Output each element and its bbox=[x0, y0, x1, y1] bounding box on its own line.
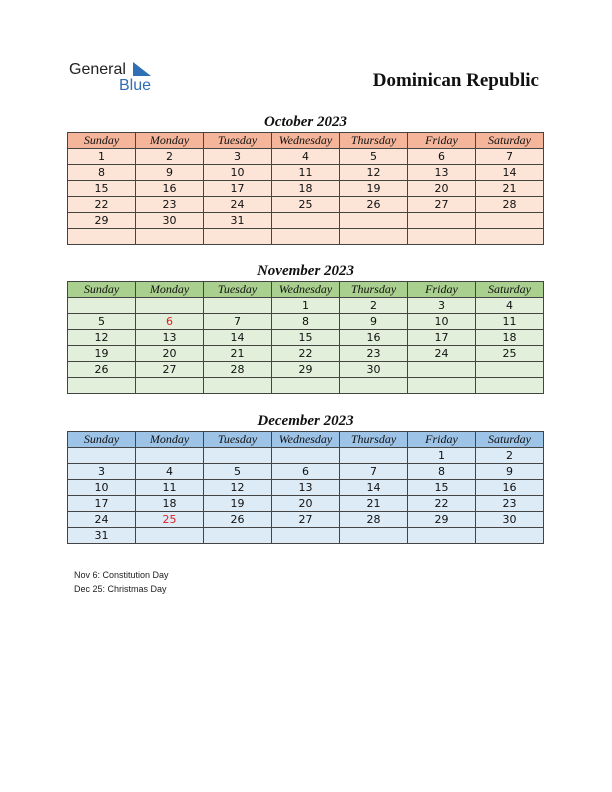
month-title: October 2023 bbox=[264, 114, 347, 130]
day-cell: 12 bbox=[68, 330, 136, 346]
weekday-header: Tuesday bbox=[204, 432, 272, 448]
empty-day-cell bbox=[272, 528, 340, 544]
day-cell: 31 bbox=[204, 213, 272, 229]
day-cell: 16 bbox=[476, 480, 544, 496]
day-cell: 4 bbox=[136, 464, 204, 480]
day-cell: 30 bbox=[476, 512, 544, 528]
empty-day-cell bbox=[340, 448, 408, 464]
day-cell: 20 bbox=[408, 181, 476, 197]
month-november bbox=[67, 261, 544, 394]
day-cell: 21 bbox=[476, 181, 544, 197]
day-cell: 23 bbox=[136, 197, 204, 213]
day-cell: 23 bbox=[476, 496, 544, 512]
empty-day-cell bbox=[272, 378, 340, 394]
empty-day-cell bbox=[476, 378, 544, 394]
day-cell: 13 bbox=[136, 330, 204, 346]
month-december bbox=[67, 411, 544, 544]
day-cell: 17 bbox=[204, 181, 272, 197]
day-cell: 18 bbox=[136, 496, 204, 512]
weekday-header: Wednesday bbox=[272, 432, 340, 448]
week-row bbox=[68, 330, 544, 346]
weekday-header: Thursday bbox=[340, 133, 408, 149]
day-cell: 9 bbox=[476, 464, 544, 480]
empty-day-cell bbox=[204, 528, 272, 544]
day-cell: 2 bbox=[340, 298, 408, 314]
day-cell: 1 bbox=[408, 448, 476, 464]
day-cell: 4 bbox=[272, 149, 340, 165]
empty-day-cell bbox=[340, 229, 408, 245]
day-cell: 15 bbox=[68, 181, 136, 197]
day-cell: 26 bbox=[340, 197, 408, 213]
generalblue-logo bbox=[69, 60, 159, 96]
day-cell: 18 bbox=[476, 330, 544, 346]
week-row bbox=[68, 496, 544, 512]
week-row bbox=[68, 346, 544, 362]
day-cell: 24 bbox=[408, 346, 476, 362]
day-cell: 1 bbox=[272, 298, 340, 314]
weekday-header: Monday bbox=[136, 282, 204, 298]
day-cell: 7 bbox=[340, 464, 408, 480]
day-cell: 17 bbox=[68, 496, 136, 512]
weekday-header: Saturday bbox=[476, 432, 544, 448]
day-cell: 10 bbox=[408, 314, 476, 330]
day-cell: 20 bbox=[272, 496, 340, 512]
day-cell: 4 bbox=[476, 298, 544, 314]
day-cell: 17 bbox=[408, 330, 476, 346]
day-cell: 9 bbox=[340, 314, 408, 330]
day-cell: 7 bbox=[204, 314, 272, 330]
day-cell: 27 bbox=[136, 362, 204, 378]
empty-day-cell bbox=[476, 362, 544, 378]
day-cell: 30 bbox=[340, 362, 408, 378]
weekday-header: Wednesday bbox=[272, 282, 340, 298]
day-cell: 24 bbox=[68, 512, 136, 528]
day-cell: 6 bbox=[136, 314, 204, 330]
day-cell: 21 bbox=[204, 346, 272, 362]
month-title: December 2023 bbox=[257, 413, 354, 429]
day-cell: 22 bbox=[408, 496, 476, 512]
day-cell: 5 bbox=[340, 149, 408, 165]
empty-day-cell bbox=[476, 229, 544, 245]
empty-day-cell bbox=[204, 378, 272, 394]
day-cell: 11 bbox=[136, 480, 204, 496]
day-cell: 8 bbox=[408, 464, 476, 480]
day-cell: 29 bbox=[68, 213, 136, 229]
day-cell: 5 bbox=[68, 314, 136, 330]
day-cell: 14 bbox=[340, 480, 408, 496]
weekday-header: Sunday bbox=[68, 133, 136, 149]
empty-day-cell bbox=[68, 229, 136, 245]
empty-day-cell bbox=[272, 229, 340, 245]
holiday-note: Dec 25: Christmas Day bbox=[74, 584, 167, 594]
week-row bbox=[68, 229, 544, 245]
day-cell: 23 bbox=[340, 346, 408, 362]
day-cell: 15 bbox=[408, 480, 476, 496]
calendar-table bbox=[67, 431, 544, 544]
weekday-header-row bbox=[68, 133, 544, 149]
day-cell: 21 bbox=[340, 496, 408, 512]
day-cell: 8 bbox=[68, 165, 136, 181]
empty-day-cell bbox=[136, 448, 204, 464]
day-cell: 22 bbox=[68, 197, 136, 213]
day-cell: 9 bbox=[136, 165, 204, 181]
day-cell: 13 bbox=[408, 165, 476, 181]
weekday-header: Saturday bbox=[476, 282, 544, 298]
weekday-header: Tuesday bbox=[204, 282, 272, 298]
day-cell: 1 bbox=[68, 149, 136, 165]
empty-day-cell bbox=[408, 213, 476, 229]
empty-day-cell bbox=[272, 213, 340, 229]
day-cell: 25 bbox=[136, 512, 204, 528]
day-cell: 3 bbox=[408, 298, 476, 314]
day-cell: 19 bbox=[204, 496, 272, 512]
week-row bbox=[68, 528, 544, 544]
day-cell: 3 bbox=[204, 149, 272, 165]
logo-text-blue: Blue bbox=[119, 77, 152, 94]
day-cell: 2 bbox=[476, 448, 544, 464]
empty-day-cell bbox=[476, 528, 544, 544]
empty-day-cell bbox=[476, 213, 544, 229]
day-cell: 12 bbox=[204, 480, 272, 496]
day-cell: 18 bbox=[272, 181, 340, 197]
empty-day-cell bbox=[136, 378, 204, 394]
weekday-header: Monday bbox=[136, 133, 204, 149]
week-row bbox=[68, 298, 544, 314]
calendar-table bbox=[67, 281, 544, 394]
day-cell: 25 bbox=[272, 197, 340, 213]
day-cell: 31 bbox=[68, 528, 136, 544]
logo-flag-icon bbox=[133, 62, 153, 78]
weekday-header: Friday bbox=[408, 432, 476, 448]
empty-day-cell bbox=[136, 229, 204, 245]
day-cell: 16 bbox=[136, 181, 204, 197]
day-cell: 19 bbox=[68, 346, 136, 362]
empty-day-cell bbox=[340, 213, 408, 229]
day-cell: 12 bbox=[340, 165, 408, 181]
logo-text-general: General bbox=[69, 61, 126, 78]
day-cell: 29 bbox=[408, 512, 476, 528]
day-cell: 11 bbox=[272, 165, 340, 181]
weekday-header: Friday bbox=[408, 133, 476, 149]
day-cell: 5 bbox=[204, 464, 272, 480]
empty-day-cell bbox=[272, 448, 340, 464]
country-title: Dominican Republic bbox=[372, 70, 539, 91]
day-cell: 2 bbox=[136, 149, 204, 165]
day-cell: 30 bbox=[136, 213, 204, 229]
empty-day-cell bbox=[340, 378, 408, 394]
weekday-header: Sunday bbox=[68, 282, 136, 298]
week-row bbox=[68, 213, 544, 229]
day-cell: 28 bbox=[476, 197, 544, 213]
weekday-header: Wednesday bbox=[272, 133, 340, 149]
weekday-header: Thursday bbox=[340, 432, 408, 448]
day-cell: 14 bbox=[204, 330, 272, 346]
day-cell: 20 bbox=[136, 346, 204, 362]
day-cell: 22 bbox=[272, 346, 340, 362]
empty-day-cell bbox=[408, 378, 476, 394]
empty-day-cell bbox=[408, 229, 476, 245]
empty-day-cell bbox=[204, 448, 272, 464]
weekday-header: Thursday bbox=[340, 282, 408, 298]
week-row bbox=[68, 378, 544, 394]
weekday-header: Friday bbox=[408, 282, 476, 298]
empty-day-cell bbox=[68, 448, 136, 464]
day-cell: 28 bbox=[340, 512, 408, 528]
day-cell: 13 bbox=[272, 480, 340, 496]
empty-day-cell bbox=[68, 378, 136, 394]
weekday-header: Tuesday bbox=[204, 133, 272, 149]
week-row bbox=[68, 149, 544, 165]
day-cell: 6 bbox=[408, 149, 476, 165]
day-cell: 7 bbox=[476, 149, 544, 165]
week-row bbox=[68, 512, 544, 528]
day-cell: 3 bbox=[68, 464, 136, 480]
day-cell: 19 bbox=[340, 181, 408, 197]
day-cell: 10 bbox=[68, 480, 136, 496]
day-cell: 6 bbox=[272, 464, 340, 480]
empty-day-cell bbox=[204, 298, 272, 314]
empty-day-cell bbox=[340, 528, 408, 544]
empty-day-cell bbox=[136, 528, 204, 544]
week-row bbox=[68, 165, 544, 181]
week-row bbox=[68, 362, 544, 378]
weekday-header: Sunday bbox=[68, 432, 136, 448]
month-october bbox=[67, 112, 544, 245]
month-title: November 2023 bbox=[256, 263, 355, 279]
holiday-note: Nov 6: Constitution Day bbox=[74, 570, 169, 580]
week-row bbox=[68, 480, 544, 496]
calendar-table bbox=[67, 132, 544, 245]
weekday-header-row bbox=[68, 432, 544, 448]
empty-day-cell bbox=[68, 298, 136, 314]
weekday-header: Monday bbox=[136, 432, 204, 448]
weekday-header: Saturday bbox=[476, 133, 544, 149]
day-cell: 26 bbox=[68, 362, 136, 378]
day-cell: 8 bbox=[272, 314, 340, 330]
week-row bbox=[68, 314, 544, 330]
empty-day-cell bbox=[204, 229, 272, 245]
day-cell: 25 bbox=[476, 346, 544, 362]
week-row bbox=[68, 464, 544, 480]
empty-day-cell bbox=[136, 298, 204, 314]
day-cell: 28 bbox=[204, 362, 272, 378]
day-cell: 11 bbox=[476, 314, 544, 330]
day-cell: 24 bbox=[204, 197, 272, 213]
day-cell: 16 bbox=[340, 330, 408, 346]
week-row bbox=[68, 181, 544, 197]
day-cell: 27 bbox=[272, 512, 340, 528]
week-row bbox=[68, 197, 544, 213]
day-cell: 26 bbox=[204, 512, 272, 528]
day-cell: 27 bbox=[408, 197, 476, 213]
day-cell: 14 bbox=[476, 165, 544, 181]
empty-day-cell bbox=[408, 528, 476, 544]
day-cell: 15 bbox=[272, 330, 340, 346]
day-cell: 29 bbox=[272, 362, 340, 378]
day-cell: 10 bbox=[204, 165, 272, 181]
holiday-notes bbox=[74, 568, 169, 596]
weekday-header-row bbox=[68, 282, 544, 298]
week-row bbox=[68, 448, 544, 464]
empty-day-cell bbox=[408, 362, 476, 378]
